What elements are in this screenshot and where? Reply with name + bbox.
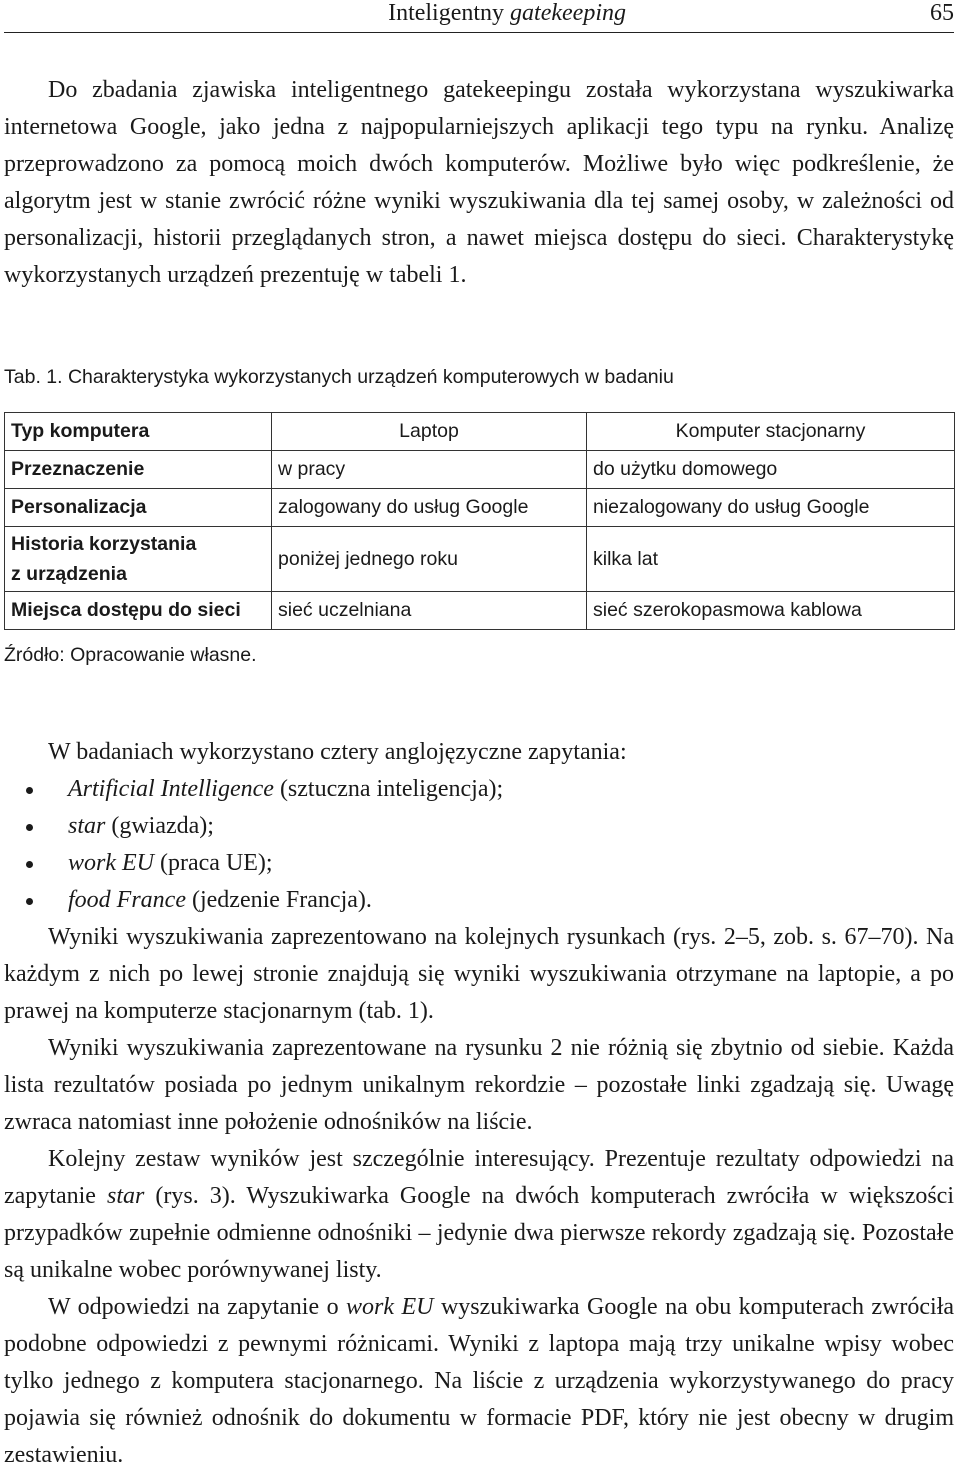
table-row-label: Historia korzystania z urządzenia: [5, 527, 272, 592]
table-row: [5, 451, 955, 489]
table-row: [5, 489, 955, 527]
paragraph: W odpowiedzi na zapytanie o work EU wyszukiwarka Google na obu komputerach zwróciła podobne odpowiedzi z pewnymi różnicami. Wyniki z laptopa mają trzy unikalne wpisy wobec tylko jednego z komputera stacjonarnego. Na liście z urządzenia wykorzystywanego do pracy pojawia się również odnośnik do dokumentu w formacie PDF, który nie jest obecny w drugim zestawieniu.: [4, 1294, 955, 1468]
paragraph: Wyniki wyszukiwania zaprezentowano na kolejnych rysunkach (rys. 2–5, zob. s. 67–70). Na każdym z nich po lewej stronie znajdują się wyniki wyszukiwania otrzymane na laptopie, a po prawej na komputerze stacjonarnym (tab. 1).: [4, 924, 954, 1024]
table-cell: niezalogowany do usług Google: [587, 489, 955, 527]
table-cell: zalogowany do usług Google: [272, 489, 587, 527]
table-row-label: Przeznaczenie: [5, 451, 272, 489]
device-table: [4, 412, 955, 630]
table-row: [5, 527, 955, 592]
list-item: work EU (praca UE);: [4, 845, 954, 882]
table-cell: kilka lat: [587, 527, 955, 592]
table-header-cell: Typ komputera: [5, 413, 272, 451]
intro-section: [4, 72, 954, 294]
list-item: Artificial Intelligence (sztuczna inteligencja);: [4, 771, 954, 808]
table-cell: w pracy: [272, 451, 587, 489]
table-header-cell: Laptop: [272, 413, 587, 451]
table-cell: poniżej jednego roku: [272, 527, 587, 592]
table-cell: sieć uczelniana: [272, 592, 587, 630]
paragraph: Wyniki wyszukiwania zaprezentowane na rysunku 2 nie różnią się zbytnio od siebie. Każda lista rezultatów posiada po jednym unikalnym rekordzie – pozostałe linki zgadzają się. Uwagę zwraca natomiast inne położenie odnośników na liście.: [4, 1035, 954, 1135]
table-cell: sieć szerokopasmowa kablowa: [587, 592, 955, 630]
paragraph: Kolejny zestaw wyników jest szczególnie interesujący. Prezentuje rezultaty odpowiedzi na zapytanie star (rys. 3). Wyszukiwarka Google na dwóch komputerach zwróciła w większości przypadków zupełnie odmienne odnośniki – jedynie dwa pierwsze rekordy zgadzają się. Pozostałe są unikalne wobec porównywanej listy.: [4, 1146, 955, 1283]
table-row-label: Personalizacja: [5, 489, 272, 527]
table-row: [5, 592, 955, 630]
page-number: 65: [930, 0, 954, 26]
table-row-label: Miejsca dostępu do sieci: [5, 592, 272, 630]
query-list: [4, 771, 954, 919]
table-caption: Tab. 1. Charakterystyka wykorzystanych urządzeń komputerowych w badaniu: [4, 366, 674, 388]
main-text: [4, 734, 954, 1474]
running-head: [4, 0, 954, 33]
table-header-row: [5, 413, 955, 451]
table-cell: do użytku domowego: [587, 451, 955, 489]
queries-intro: W badaniach wykorzystano cztery anglojęzyczne zapytania:: [48, 739, 627, 765]
table-header-cell: Komputer stacjonarny: [587, 413, 955, 451]
list-item: food France (jedzenie Francja).: [4, 882, 954, 919]
table-source: Źródło: Opracowanie własne.: [4, 644, 257, 666]
list-item: star (gwiazda);: [4, 808, 954, 845]
running-title: Inteligentny gatekeeping: [388, 0, 626, 26]
intro-paragraph: Do zbadania zjawiska inteligentnego gatekeepingu została wykorzystana wyszukiwarka internetowa Google, jako jedna z najpopularniejszych aplikacji tego typu na rynku. Analizę przeprowadzono za pomocą moich dwóch komputerów. Możliwe było więc podkreślenie, że algorytm jest w stanie zwrócić różne wyniki wyszukiwania dla tej samej osoby, w zależności od personalizacji, historii przeglądanych stron, a nawet miejsca dostępu do sieci. Charakterystykę wykorzystanych urządzeń prezentuję w tabeli 1.: [4, 77, 954, 288]
